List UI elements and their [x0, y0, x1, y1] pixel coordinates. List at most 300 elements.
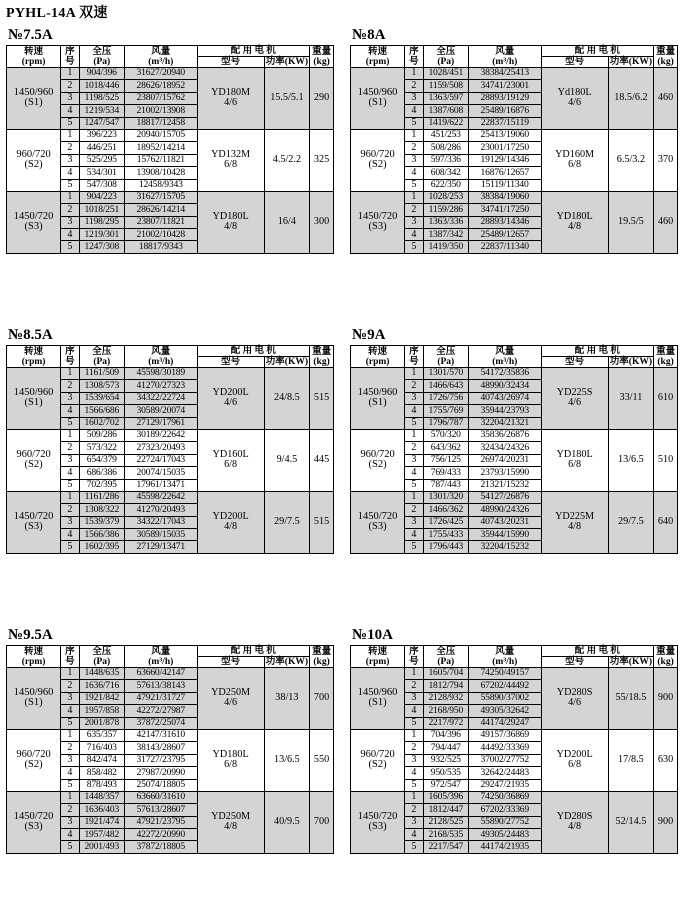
model-header-label: 型号: [565, 57, 585, 67]
pressure-cell: 1448/635: [79, 668, 124, 680]
pressure-cell: 1247/547: [79, 117, 124, 129]
speed-group-cell: [7, 791, 61, 853]
seq-cell: 4: [61, 829, 79, 841]
flow-cell: 29247/21935: [469, 779, 542, 791]
seq-cell: 2: [61, 380, 79, 392]
flow-header-unit: (m³/h): [148, 356, 174, 367]
weight-header-label: 重量: [656, 646, 676, 657]
flow-cell: 15762/11821: [125, 154, 198, 166]
flow-cell: 63660/42147: [125, 668, 198, 680]
motor-poles: 4/6: [568, 697, 582, 709]
seq-cell: 1: [61, 368, 79, 380]
flow-cell: 48990/32434: [469, 380, 542, 392]
seq-cell: 3: [61, 816, 79, 828]
seq-cell: 2: [61, 204, 79, 216]
flow-cell: 54127/26876: [469, 491, 542, 503]
pressure-cell: 508/286: [423, 142, 468, 154]
flow-cell: 25489/12657: [469, 229, 542, 241]
pressure-cell: 1466/643: [423, 380, 468, 392]
pressure-cell: 1796/443: [423, 541, 468, 553]
speed-value: 960/720: [16, 749, 51, 761]
flow-cell: 74250/49157: [469, 668, 542, 680]
flow-cell: 21002/10428: [125, 229, 198, 241]
flow-cell: 23807/11821: [125, 216, 198, 228]
pressure-cell: 1301/570: [423, 368, 468, 380]
seq-cell: 1: [405, 368, 423, 380]
seq-header: [405, 646, 423, 668]
seq-cell: 4: [405, 529, 423, 541]
pressure-cell: 534/301: [79, 167, 124, 179]
speed-group-cell: [7, 68, 61, 130]
seq-cell: 2: [405, 804, 423, 816]
flow-cell: 18817/12458: [125, 117, 198, 129]
weight-header-label: 重量: [656, 46, 676, 57]
speed-value: 960/720: [360, 449, 395, 461]
speed-header-label: 转速: [368, 346, 388, 357]
motor-model: YD180L: [556, 210, 593, 222]
pressure-cell: 1755/769: [423, 405, 468, 417]
flow-cell: 48990/24326: [469, 504, 542, 516]
seq-cell: 2: [61, 504, 79, 516]
flow-cell: 31727/23795: [125, 754, 198, 766]
weight-header: [310, 646, 334, 668]
flow-cell: 21002/13908: [125, 105, 198, 117]
motor-model: YD200L: [556, 749, 593, 761]
speed-header-label: 转速: [24, 646, 44, 657]
flow-cell: 20940/15705: [125, 129, 198, 141]
speed-value: 1450/720: [357, 210, 398, 222]
weight-cell: 445: [310, 429, 334, 491]
motor-model-cell: [197, 368, 264, 430]
flow-header: [125, 346, 198, 368]
pressure-cell: 525/295: [79, 154, 124, 166]
speed-group-label: (S3): [368, 221, 387, 233]
seq-cell: 4: [405, 467, 423, 479]
speed-group-cell: [351, 729, 405, 791]
motor-power-cell: 9/4.5: [264, 429, 309, 491]
section-8-5a: [6, 325, 334, 554]
flow-cell: 57613/28607: [125, 804, 198, 816]
seq-cell: 4: [61, 705, 79, 717]
motor-model: YD250M: [211, 687, 251, 699]
power-header: [264, 57, 309, 68]
flow-cell: 34322/17043: [125, 516, 198, 528]
pressure-cell: 1161/509: [79, 368, 124, 380]
motor-model-cell: [541, 729, 608, 791]
motor-poles: 4/8: [224, 821, 238, 833]
speed-group-cell: [7, 191, 61, 253]
pressure-header-label: 全压: [436, 46, 456, 57]
flow-cell: 31627/20940: [125, 68, 198, 80]
table-row: [351, 791, 678, 803]
flow-cell: 23793/15990: [469, 467, 542, 479]
pressure-header: [79, 46, 124, 68]
flow-cell: 28626/18952: [125, 80, 198, 92]
flow-header-unit: (m³/h): [492, 56, 518, 67]
flow-cell: 42147/31610: [125, 729, 198, 741]
seq-cell: 3: [61, 516, 79, 528]
speed-value: 960/720: [16, 449, 51, 461]
pressure-cell: 570/320: [423, 429, 468, 441]
flow-cell: 37872/25074: [125, 717, 198, 729]
seq-cell: 5: [61, 779, 79, 791]
motor-power-cell: 4.5/2.2: [264, 129, 309, 191]
speed-group-label: (S1): [368, 697, 387, 709]
seq-cell: 2: [61, 742, 79, 754]
flow-cell: 32204/15232: [469, 541, 542, 553]
speed-header-unit: (rpm): [365, 56, 390, 67]
seq-cell: 4: [61, 167, 79, 179]
speed-header-unit: (rpm): [365, 356, 390, 367]
pressure-cell: 1159/508: [423, 80, 468, 92]
speed-header: [7, 46, 61, 68]
pressure-cell: 842/474: [79, 754, 124, 766]
section-title: №10A: [352, 627, 393, 643]
seq-cell: 2: [405, 680, 423, 692]
power-header: [264, 357, 309, 368]
speed-group-cell: [7, 668, 61, 730]
table-row: [7, 791, 334, 803]
motor-power-cell: 38/13: [264, 668, 309, 730]
speed-value: 960/720: [360, 149, 395, 161]
seq-cell: 5: [405, 117, 423, 129]
flow-header-label: 风量: [495, 646, 515, 657]
weight-cell: 460: [654, 68, 678, 130]
seq-cell: 1: [405, 729, 423, 741]
flow-cell: 55890/27752: [469, 816, 542, 828]
flow-cell: 28893/14346: [469, 216, 542, 228]
pressure-header-unit: (Pa): [437, 656, 455, 667]
seq-cell: 3: [405, 754, 423, 766]
flow-header-label: 风量: [151, 346, 171, 357]
motor-power-cell: 6.5/3.2: [608, 129, 653, 191]
flow-header-unit: (m³/h): [492, 656, 518, 667]
pressure-cell: 1028/451: [423, 68, 468, 80]
motor-model: YD280S: [556, 687, 593, 699]
motor-model-cell: [541, 791, 608, 853]
table-row: [7, 729, 334, 741]
flow-cell: 47921/31727: [125, 692, 198, 704]
motor-model: YD200L: [212, 510, 249, 522]
motor-header-label: 配 用 电 机: [574, 346, 620, 356]
pressure-cell: 1566/386: [79, 529, 124, 541]
table-row: [351, 129, 678, 141]
table-row: [7, 68, 334, 80]
motor-power-cell: 19.5/5: [608, 191, 653, 253]
model-header: [541, 357, 608, 368]
speed-group-cell: [7, 368, 61, 430]
flow-cell: 21321/15232: [469, 479, 542, 491]
pressure-cell: 950/535: [423, 767, 468, 779]
pressure-cell: 2168/950: [423, 705, 468, 717]
seq-cell: 1: [61, 129, 79, 141]
speed-header-unit: (rpm): [365, 656, 390, 667]
pressure-cell: 451/253: [423, 129, 468, 141]
motor-header: [197, 46, 310, 57]
speed-group-label: (S1): [24, 397, 43, 409]
spec-table: [350, 345, 678, 554]
seq-cell: 3: [405, 692, 423, 704]
pressure-header-unit: (Pa): [93, 356, 111, 367]
flow-cell: 34741/23001: [469, 80, 542, 92]
speed-group-label: (S3): [24, 221, 43, 233]
table-row: [7, 191, 334, 203]
pressure-cell: 794/447: [423, 742, 468, 754]
seq-cell: 1: [61, 68, 79, 80]
power-header: [608, 57, 653, 68]
pressure-cell: 1219/301: [79, 229, 124, 241]
motor-poles: 6/8: [224, 159, 238, 171]
header-row: [7, 46, 334, 57]
motor-model-cell: [197, 191, 264, 253]
seq-cell: 4: [61, 529, 79, 541]
flow-cell: 37872/18805: [125, 841, 198, 853]
pressure-header-label: 全压: [92, 346, 112, 357]
flow-cell: 22837/15119: [469, 117, 542, 129]
speed-group-cell: [351, 668, 405, 730]
motor-model: YD250M: [211, 810, 251, 822]
seq-cell: 5: [61, 479, 79, 491]
table-row: [351, 368, 678, 380]
seq-header-label: 序号: [409, 646, 419, 667]
seq-cell: 1: [61, 791, 79, 803]
section-title: №9A: [352, 327, 386, 343]
power-header-label: 功率(KW): [609, 57, 652, 67]
flow-cell: 38143/28607: [125, 742, 198, 754]
seq-cell: 1: [405, 429, 423, 441]
spec-table: [6, 345, 334, 554]
pressure-header: [423, 346, 468, 368]
flow-header: [469, 346, 542, 368]
speed-header: [7, 646, 61, 668]
speed-header: [351, 346, 405, 368]
pressure-header: [423, 46, 468, 68]
motor-poles: 4/6: [568, 397, 582, 409]
flow-header: [125, 46, 198, 68]
seq-header: [61, 346, 79, 368]
motor-model-cell: [541, 129, 608, 191]
seq-cell: 4: [61, 229, 79, 241]
seq-cell: 5: [405, 779, 423, 791]
table-row: [351, 668, 678, 680]
pressure-cell: 1448/357: [79, 791, 124, 803]
flow-cell: 41270/20493: [125, 504, 198, 516]
pressure-cell: 1161/286: [79, 491, 124, 503]
pressure-cell: 446/251: [79, 142, 124, 154]
motor-poles: 4/6: [224, 697, 238, 709]
weight-cell: 370: [654, 129, 678, 191]
weight-header-unit: (kg): [657, 356, 674, 367]
model-header-label: 型号: [221, 357, 241, 367]
flow-cell: 44174/29247: [469, 717, 542, 729]
section-8a: [350, 25, 678, 254]
pressure-cell: 1726/425: [423, 516, 468, 528]
flow-cell: 28626/14214: [125, 204, 198, 216]
weight-header: [310, 46, 334, 68]
pressure-cell: 1755/433: [423, 529, 468, 541]
header-row: [7, 646, 334, 657]
pressure-cell: 1159/286: [423, 204, 468, 216]
flow-cell: 45598/30189: [125, 368, 198, 380]
seq-cell: 4: [405, 829, 423, 841]
weight-header-unit: (kg): [657, 56, 674, 67]
pressure-cell: 1363/597: [423, 92, 468, 104]
seq-header: [61, 46, 79, 68]
weight-cell: 630: [654, 729, 678, 791]
pressure-cell: 1387/342: [423, 229, 468, 241]
pressure-cell: 1605/704: [423, 668, 468, 680]
flow-cell: 22837/11340: [469, 241, 542, 253]
motor-model: YD132M: [211, 149, 251, 161]
section-title: №9.5A: [8, 627, 53, 643]
flow-cell: 55890/37002: [469, 692, 542, 704]
flow-cell: 27129/13471: [125, 541, 198, 553]
pressure-header: [79, 646, 124, 668]
pressure-cell: 2168/535: [423, 829, 468, 841]
flow-cell: 44492/33369: [469, 742, 542, 754]
power-header-label: 功率(KW): [265, 357, 308, 367]
seq-cell: 4: [61, 767, 79, 779]
speed-group-cell: [351, 791, 405, 853]
speed-group-label: (S3): [24, 821, 43, 833]
speed-header-label: 转速: [24, 346, 44, 357]
weight-header-unit: (kg): [657, 656, 674, 667]
seq-cell: 5: [61, 541, 79, 553]
pressure-cell: 1957/858: [79, 705, 124, 717]
speed-group-label: (S1): [368, 397, 387, 409]
pressure-cell: 1018/446: [79, 80, 124, 92]
motor-header-label: 配 用 电 机: [230, 46, 276, 56]
pressure-cell: 643/362: [423, 442, 468, 454]
seq-cell: 5: [405, 179, 423, 191]
page-title: PYHL-14A 双速: [6, 6, 108, 21]
pressure-cell: 1308/573: [79, 380, 124, 392]
weight-cell: 515: [310, 491, 334, 553]
flow-cell: 27987/20990: [125, 767, 198, 779]
speed-group-cell: [7, 491, 61, 553]
motor-power-cell: 40/9.5: [264, 791, 309, 853]
motor-model-cell: [541, 429, 608, 491]
seq-cell: 2: [405, 442, 423, 454]
motor-power-cell: 13/6.5: [608, 429, 653, 491]
flow-cell: 67202/33369: [469, 804, 542, 816]
motor-model-cell: [197, 429, 264, 491]
flow-cell: 34741/17250: [469, 204, 542, 216]
flow-cell: 49305/24483: [469, 829, 542, 841]
pressure-cell: 1957/482: [79, 829, 124, 841]
pressure-cell: 878/493: [79, 779, 124, 791]
seq-header-label: 序号: [409, 346, 419, 367]
speed-group-label: (S1): [24, 97, 43, 109]
flow-cell: 35836/26876: [469, 429, 542, 441]
speed-header: [351, 46, 405, 68]
section-9a: [350, 325, 678, 554]
motor-power-cell: 16/4: [264, 191, 309, 253]
flow-cell: 42272/20990: [125, 829, 198, 841]
weight-cell: 325: [310, 129, 334, 191]
pressure-cell: 716/403: [79, 742, 124, 754]
table-row: [7, 129, 334, 141]
speed-group-label: (S3): [24, 521, 43, 533]
table-row: [351, 729, 678, 741]
spec-table: [350, 645, 678, 854]
flow-cell: 19129/14346: [469, 154, 542, 166]
header-row: [351, 646, 678, 657]
speed-header-unit: (rpm): [21, 356, 46, 367]
weight-cell: 640: [654, 491, 678, 553]
seq-cell: 3: [61, 754, 79, 766]
flow-cell: 32204/21321: [469, 417, 542, 429]
power-header-label: 功率(KW): [609, 357, 652, 367]
seq-cell: 1: [405, 191, 423, 203]
flow-header: [469, 46, 542, 68]
pressure-cell: 704/396: [423, 729, 468, 741]
seq-header: [405, 46, 423, 68]
speed-group-label: (S2): [24, 159, 43, 171]
speed-value: 1450/720: [357, 510, 398, 522]
flow-cell: 35944/15990: [469, 529, 542, 541]
motor-poles: 4/6: [224, 397, 238, 409]
pressure-cell: 1636/403: [79, 804, 124, 816]
table-row: [351, 68, 678, 80]
table-row: [7, 429, 334, 441]
motor-model-cell: [541, 368, 608, 430]
flow-cell: 22724/17043: [125, 454, 198, 466]
seq-cell: 2: [405, 142, 423, 154]
pressure-header-label: 全压: [92, 646, 112, 657]
flow-header-unit: (m³/h): [492, 356, 518, 367]
pressure-cell: 654/379: [79, 454, 124, 466]
seq-cell: 2: [405, 380, 423, 392]
speed-group-label: (S2): [368, 459, 387, 471]
section-title: №8.5A: [8, 327, 53, 343]
motor-model-cell: [541, 191, 608, 253]
pressure-cell: 1566/686: [79, 405, 124, 417]
seq-cell: 5: [405, 717, 423, 729]
model-header: [541, 657, 608, 668]
motor-poles: 4/8: [568, 221, 582, 233]
power-header-label: 功率(KW): [265, 57, 308, 67]
weight-cell: 610: [654, 368, 678, 430]
model-header-label: 型号: [565, 357, 585, 367]
seq-cell: 3: [405, 392, 423, 404]
flow-header-unit: (m³/h): [148, 56, 174, 67]
seq-cell: 3: [405, 516, 423, 528]
flow-cell: 49305/32642: [469, 705, 542, 717]
speed-value: 960/720: [360, 749, 395, 761]
flow-header: [125, 646, 198, 668]
seq-header-label: 序号: [65, 46, 75, 67]
pressure-cell: 1796/787: [423, 417, 468, 429]
speed-value: 1450/720: [13, 210, 54, 222]
section-title: №7.5A: [8, 27, 53, 43]
model-header-label: 型号: [221, 57, 241, 67]
flow-cell: 31627/15705: [125, 191, 198, 203]
seq-header: [61, 646, 79, 668]
seq-cell: 3: [61, 154, 79, 166]
speed-group-cell: [351, 191, 405, 253]
flow-cell: 34322/22724: [125, 392, 198, 404]
pressure-cell: 2001/878: [79, 717, 124, 729]
pressure-header-unit: (Pa): [93, 656, 111, 667]
motor-power-cell: 24/8.5: [264, 368, 309, 430]
seq-cell: 3: [61, 454, 79, 466]
flow-cell: 16876/12657: [469, 167, 542, 179]
seq-cell: 1: [405, 129, 423, 141]
flow-cell: 23001/17250: [469, 142, 542, 154]
flow-cell: 37002/27752: [469, 754, 542, 766]
speed-value: 1450/960: [13, 387, 54, 399]
